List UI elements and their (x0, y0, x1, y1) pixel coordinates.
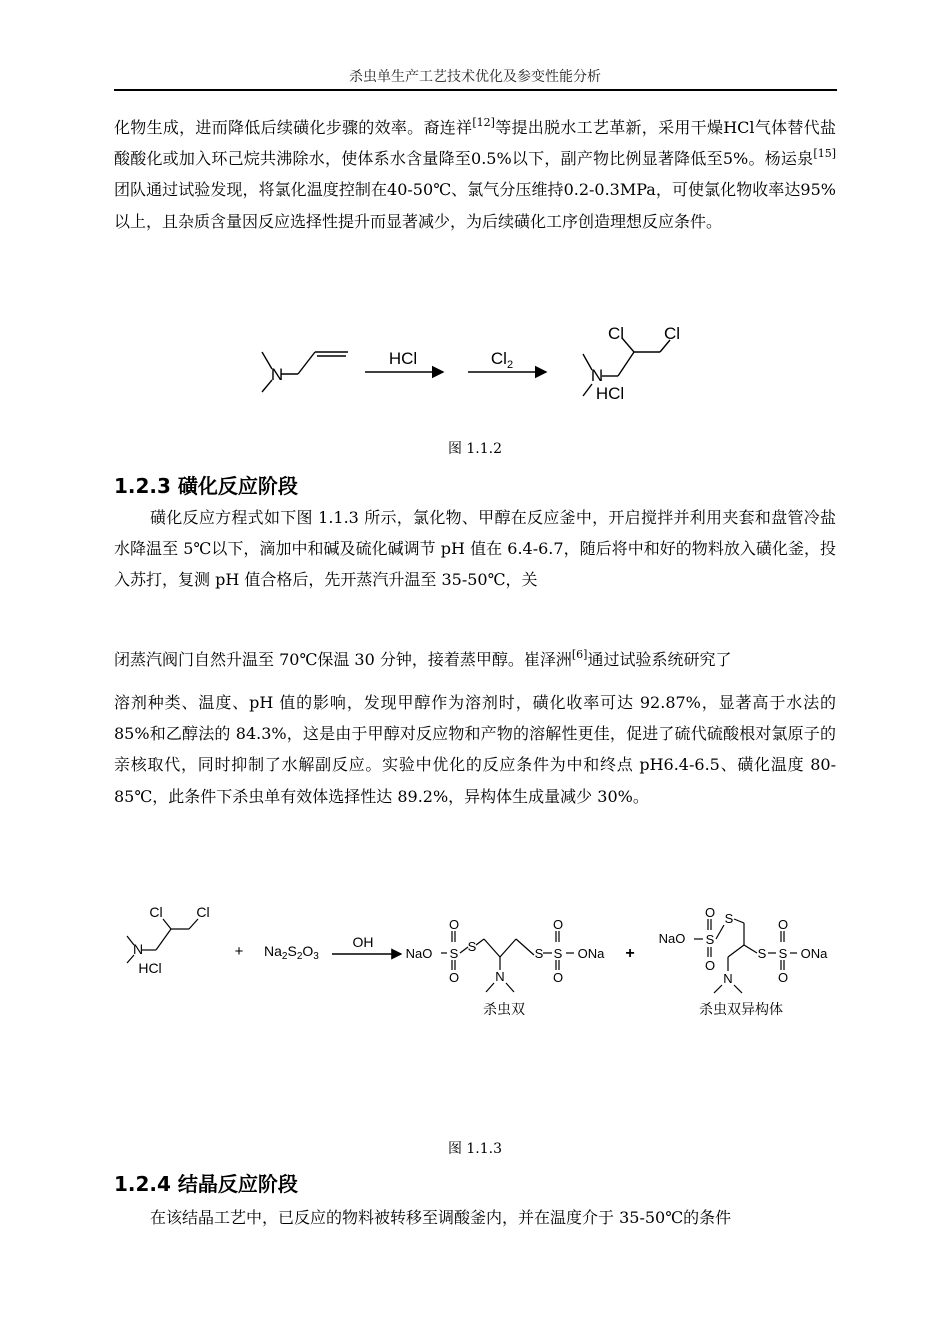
p1-o3: O (552, 917, 564, 932)
p1-n: N (495, 969, 505, 984)
plus-sign-1: + (234, 943, 244, 960)
para2-line4-text-b: 通过试验系统研究了 (587, 650, 732, 669)
product-hcl: HCl (595, 384, 625, 403)
p2-o1: O (704, 905, 716, 920)
p1-nao: NaO (405, 946, 433, 961)
p2-o4: O (777, 970, 789, 985)
p2-nao: NaO (658, 931, 686, 946)
section-heading-1-2-3: 1.2.3 磺化反应阶段 (114, 474, 298, 498)
citation-6: [6] (571, 648, 588, 661)
product-2-name: 杀虫双异构体 (699, 1001, 783, 1017)
atom-n: N (270, 365, 284, 384)
p2-o3: O (777, 917, 789, 932)
p1-s2: S (467, 939, 477, 954)
p2-s3: S (757, 946, 767, 961)
figure-1-1-2 (240, 318, 700, 418)
paragraph-sulfonation-part2: 溶剂种类、温度、pH 值的影响，发现甲醇作为溶剂时，磺化收率可达 92.87%，显著高于水法的 85%和乙醇法的 84.3%，这是由于甲醇对反应物和产物的溶解性更佳，促进了硫代硫酸根对氯原子的亲核取代，同时抑制了水解副反应。实验中优化的反应条件为中和终点 pH6.4-6.5、磺化温度 80-85℃，此条件下杀虫单有效体选择性达 89.2%，异构体生成量减少 30%。 (114, 693, 836, 806)
figure-caption-1-1-3: 图 1.1.3 (447, 1141, 503, 1157)
p1-o1: O (448, 917, 460, 932)
citation-12: [12] (472, 116, 495, 129)
o-label: O (302, 943, 314, 959)
reagent-cl2-main: Cl (490, 349, 507, 368)
na-label: Na (264, 943, 282, 959)
para1-text-1: 化物生成，进而降低后续磺化步骤的效率。裔连祥 (114, 118, 473, 137)
product-atom-n: N (590, 366, 604, 385)
paragraph-crystallization: 在该结晶工艺中，已反应的物料被转移至调酸釜内，并在温度介于 35-50℃的条件 (150, 1208, 732, 1227)
figure-1-1-3 (114, 895, 836, 1025)
p1-o4: O (552, 970, 564, 985)
product-atom-cl-2: Cl (663, 324, 681, 343)
figure-caption-1-1-2: 图 1.1.2 (447, 441, 503, 457)
p2-ona: ONa (800, 946, 828, 961)
section-heading-1-2-4: 1.2.4 结晶反应阶段 (114, 1172, 298, 1196)
p2-s2: S (724, 911, 734, 926)
product-1-name: 杀虫双 (483, 1001, 525, 1017)
p1-ona: ONa (577, 946, 605, 961)
condition-oh-label: OH (352, 934, 374, 950)
p1-s3: S (534, 946, 544, 961)
reactant-atom-cl-2: Cl (196, 904, 210, 920)
paragraph-sulfonation-part1: 磺化反应方程式如下图 1.1.3 所示，氯化物、甲醇在反应釜中，开启搅拌并利用夹套和盘管冷盐水降温至 5℃以下，滴加中和碱及硫化碱调节 pH 值在 6.4-6.7，随后将中和好的物料放入磺化釜，投入苏打，复测 pH 值合格后，先开蒸汽升温至 35-50℃，关 (114, 508, 836, 590)
na-subscript: 2 (281, 951, 288, 962)
reactant-hcl: HCl (138, 960, 162, 976)
para1-text-3: 团队通过试验发现，将氯化温度控制在40-50℃、氯气分压维持0.2-0.3MPa，可使氯化物收率达95%以上，且杂质含量因反应选择性提升而显著减少，为后续磺化工序创造理想反应条件。 (114, 180, 836, 231)
header-rule (114, 89, 837, 91)
s-subscript: 2 (296, 951, 303, 962)
p2-n: N (723, 971, 733, 986)
para2-line4-text-a: 闭蒸汽阀门自然升温至 70℃保温 30 分钟，接着蒸甲醇。崔泽洲 (114, 650, 572, 669)
paragraph-sulfonation-line4 (114, 647, 836, 670)
o-subscript: 3 (313, 951, 319, 962)
p1-o2: O (448, 970, 460, 985)
reactant-atom-n: N (132, 941, 144, 957)
citation-15: [15] (813, 147, 836, 161)
para1-text-2: 等提出脱水工艺革新，采用干燥HCl气体替代盐酸酸化或加入环己烷共沸除水，使体系水含量降至0.5%以下，副产物比例显著降低至5%。杨运泉 (114, 118, 836, 169)
plus-sign-2: + (625, 945, 635, 962)
paragraph-chlorination (114, 112, 836, 237)
p2-s1: S (705, 932, 715, 947)
reagent-cl2-label (491, 349, 513, 371)
sodium-thiosulfate (264, 943, 319, 962)
running-header: 杀虫单生产工艺技术优化及参变性能分析 (349, 69, 601, 85)
reagent-hcl-label: HCl (388, 349, 418, 368)
product-atom-cl-1: Cl (607, 324, 625, 343)
p2-o2: O (704, 958, 716, 973)
p2-s4: S (778, 946, 788, 961)
p1-s1: S (449, 946, 459, 961)
reactant-atom-cl-1: Cl (149, 904, 163, 920)
reagent-cl2-subscript: 2 (506, 359, 514, 371)
p1-s4: S (553, 946, 563, 961)
s-label: S (287, 943, 297, 959)
